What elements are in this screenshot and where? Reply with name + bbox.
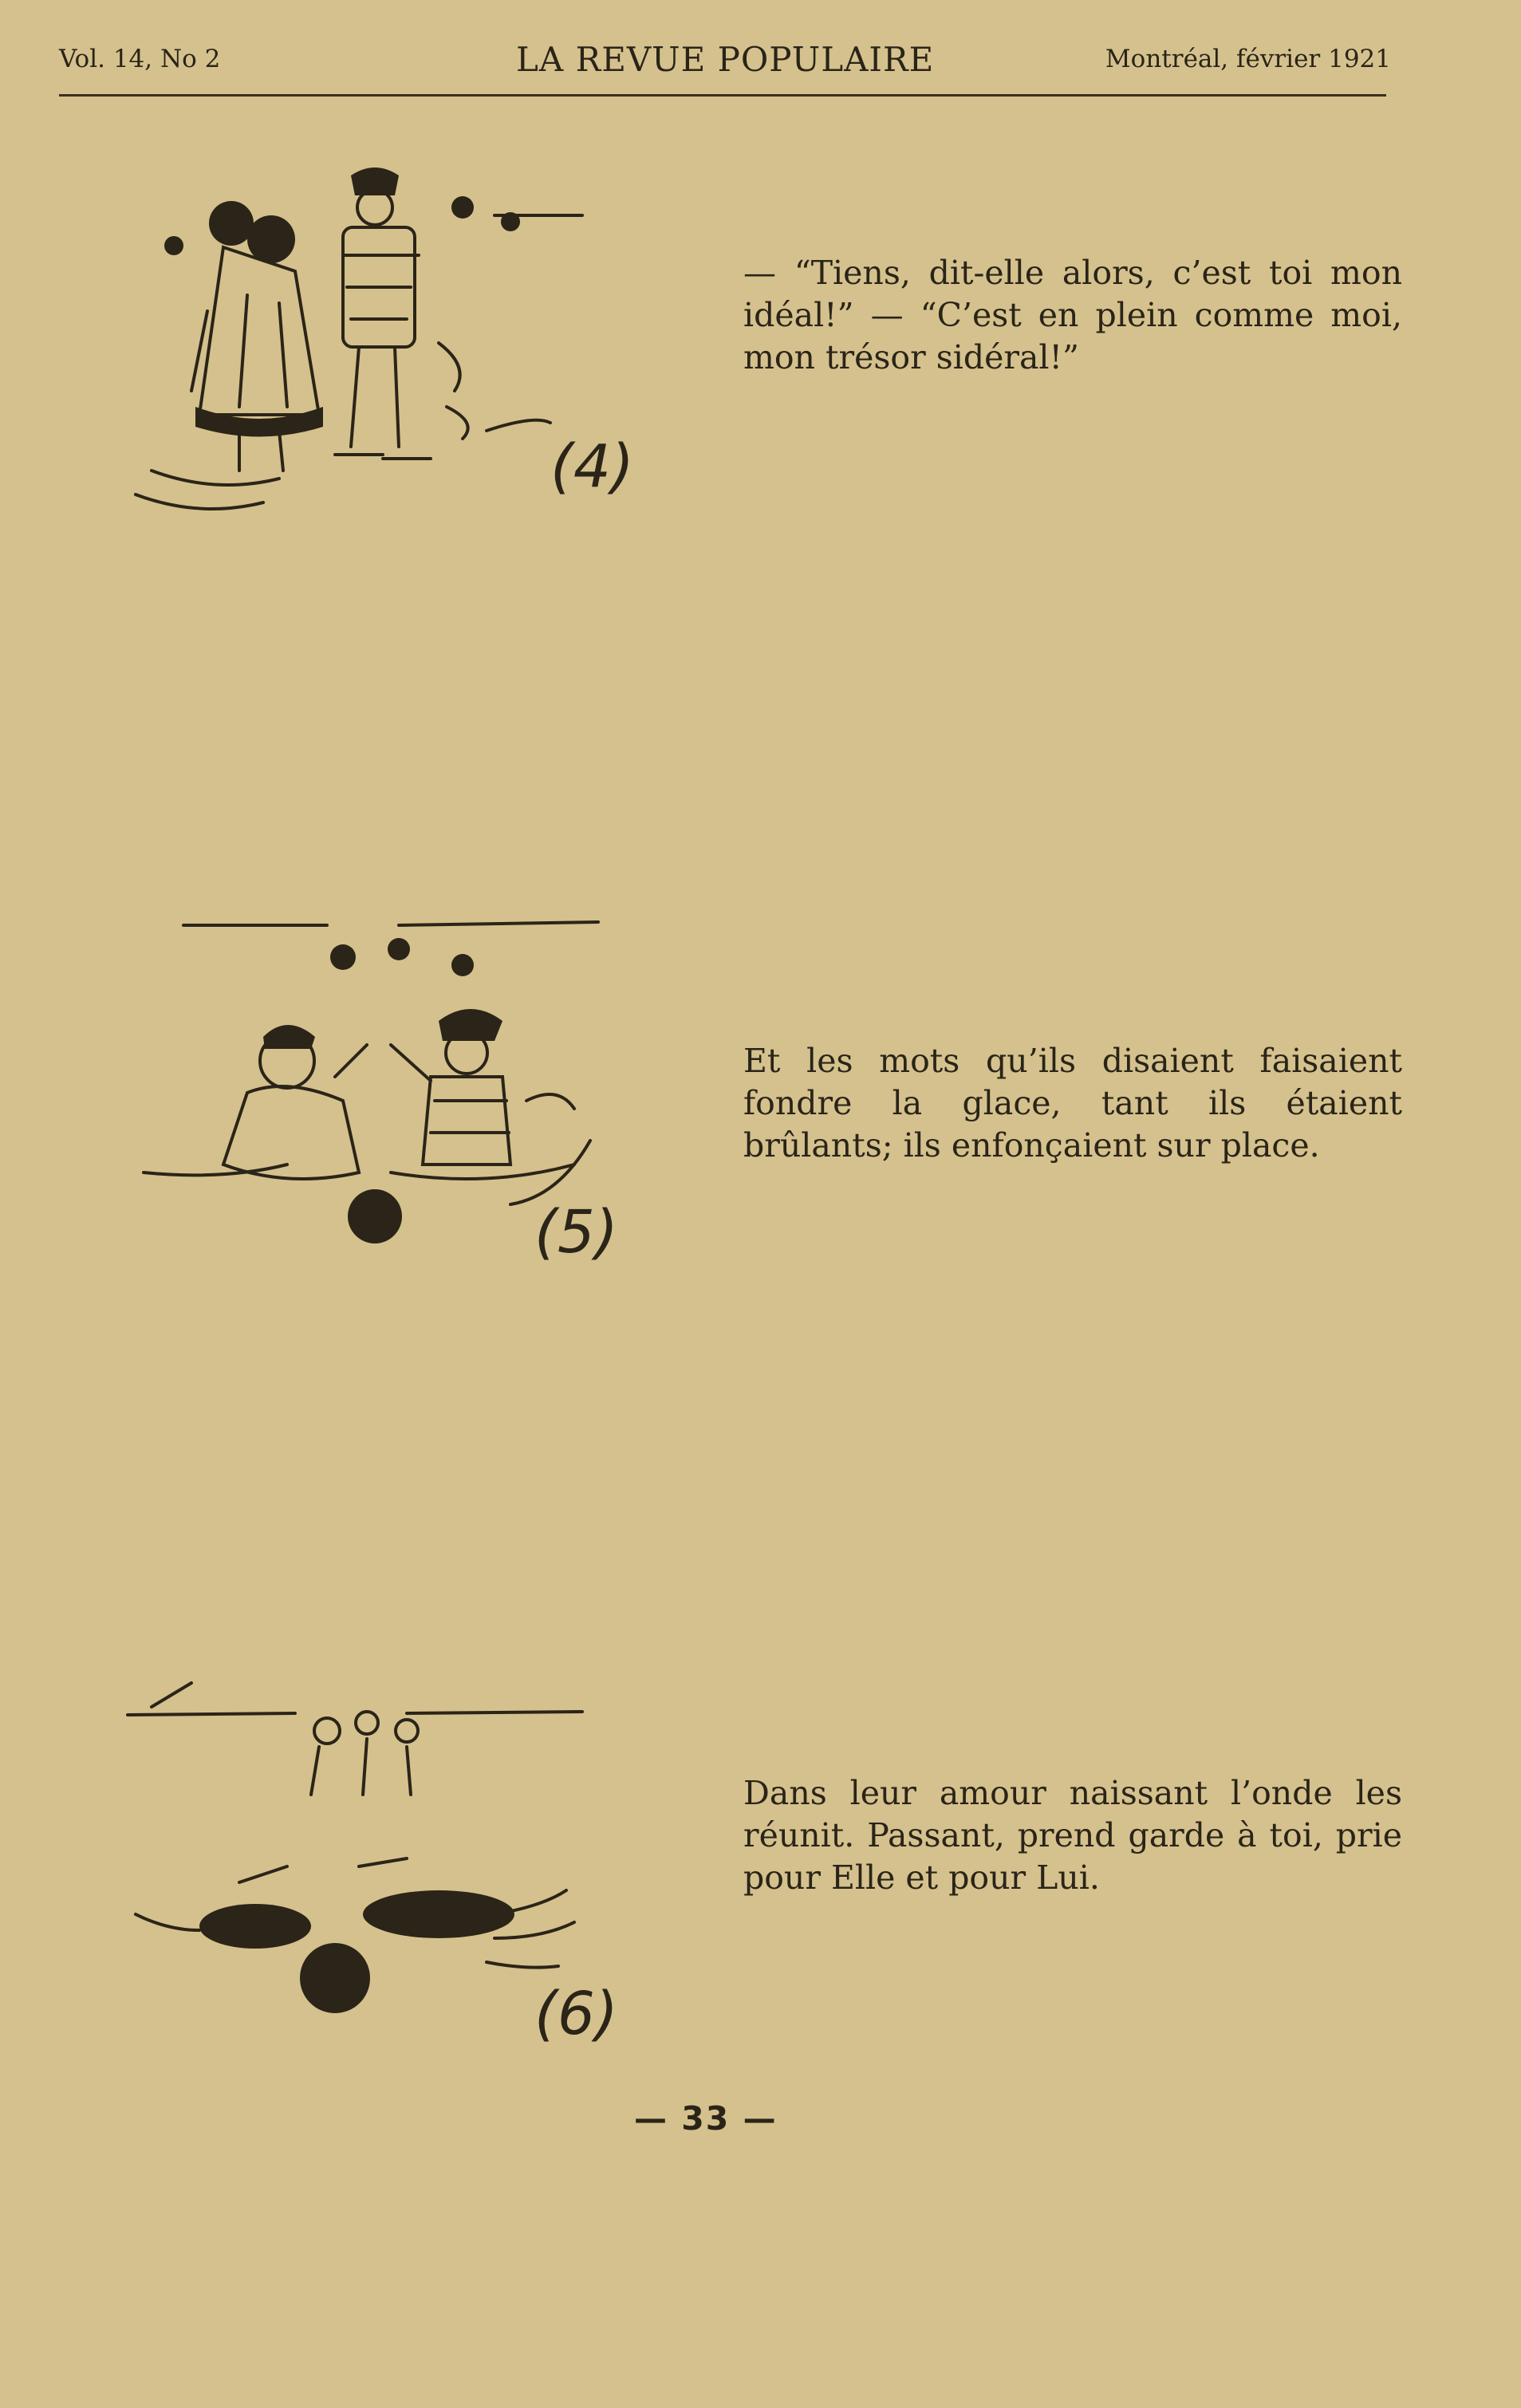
place-date-label: Montréal, février 1921 (1105, 45, 1391, 73)
panel-6-caption: Dans leur amour naissant l’onde les réunit. Passant, prend garde à toi, prie pour Elle et pour Lui. (743, 1774, 1402, 1897)
panel-6-number: (6) (534, 1980, 618, 2048)
header-rule (59, 94, 1386, 97)
panel-4-caption: — “Tiens, dit-elle alors, c’est toi mon idéal!” — “C’est en plein comme moi, mon trésor sidéral!” (743, 254, 1402, 376)
page-header (59, 40, 1391, 86)
couple-sinking-icon (128, 901, 638, 1268)
panel-6 (120, 1675, 638, 2058)
panel-4 (120, 152, 646, 518)
publication-title: LA REVUE POPULAIRE (516, 40, 935, 79)
panel-5-number: (5) (534, 1198, 618, 1267)
page-number: — 33 — (634, 2099, 778, 2138)
panel-4-number: (4) (550, 432, 634, 501)
volume-label: Vol. 14, No 2 (59, 45, 221, 73)
couple-skating-icon (120, 152, 646, 518)
panel-5-caption: Et les mots qu’ils disaient faisaient fondre la glace, tant ils étaient brûlants; ils enfonçaient sur place. (743, 1042, 1402, 1165)
panel-5 (128, 901, 638, 1268)
couple-drowned-icon (120, 1675, 638, 2058)
